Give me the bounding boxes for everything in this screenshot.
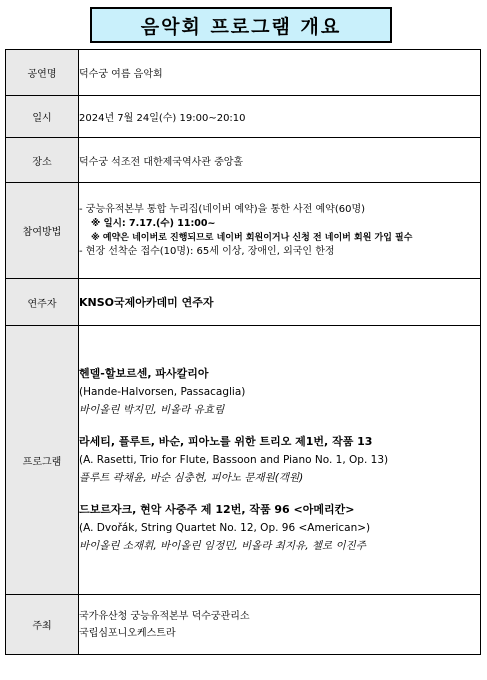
row-datetime (6, 96, 481, 138)
value-performance: 덕수궁 여름 음악회 (79, 50, 481, 96)
label-participation: 참여방법 (6, 183, 79, 279)
program-piece (79, 501, 480, 555)
row-host (6, 595, 481, 655)
piece-performers: 바이올린 박지민, 비올라 유효림 (79, 404, 225, 416)
label-performance: 공연명 (6, 50, 79, 96)
piece-performers: 플루트 곽채윤, 바순 심충현, 피아노 문재원(객원) (79, 472, 304, 484)
label-venue: 장소 (6, 138, 79, 183)
row-participation (6, 183, 481, 279)
value-performers: KNSO국제아카데미 연주자 (79, 279, 481, 326)
value-program (79, 326, 481, 595)
piece-title: 드보르자크, 현악 사중주 제 12번, 작품 96 <아메리칸> (79, 503, 355, 516)
piece-subtitle: (A. Dvořák, String Quartet No. 12, Op. 96 <American>) (79, 522, 371, 534)
host-line: 국립심포니오케스트라 (79, 627, 176, 639)
program-overview-table (5, 49, 481, 655)
row-performers (6, 279, 481, 326)
participation-note: ※ 일시: 7.17.(수) 11:00~ (91, 217, 216, 229)
page-title: 음악회 프로그램 개요 (90, 7, 392, 43)
participation-line: - 궁능유적본부 통합 누리집(네이버 예약)을 통한 사전 예약(60명) (79, 203, 366, 215)
piece-title: 라세티, 플루트, 바순, 피아노를 위한 트리오 제1번, 작품 13 (79, 435, 373, 448)
piece-performers: 바이올린 소재휘, 바이올린 임정민, 비올라 최지유, 첼로 이진주 (79, 540, 366, 552)
label-host: 주최 (6, 595, 79, 655)
program-piece (79, 433, 480, 487)
piece-subtitle: (Hande-Halvorsen, Passacaglia) (79, 386, 246, 398)
participation-line: - 현장 선착순 접수(10명): 65세 이상, 장애인, 외국인 한정 (79, 245, 335, 257)
piece-title: 헨델-할보르센, 파사칼리아 (79, 367, 209, 380)
program-piece (79, 365, 480, 419)
row-program (6, 326, 481, 595)
host-line: 국가유산청 궁능유적본부 덕수궁관리소 (79, 610, 250, 622)
label-performers: 연주자 (6, 279, 79, 326)
value-host (79, 595, 481, 655)
label-datetime: 일시 (6, 96, 79, 138)
value-datetime: 2024년 7월 24일(수) 19:00~20:10 (79, 96, 481, 138)
label-program: 프로그램 (6, 326, 79, 595)
value-participation (79, 183, 481, 279)
row-venue (6, 138, 481, 183)
participation-note: ※ 예약은 네이버로 진행되므로 네이버 회원이거나 신청 전 네이버 회원 가입 필수 (91, 232, 413, 243)
piece-subtitle: (A. Rasetti, Trio for Flute, Bassoon and Piano No. 1, Op. 13) (79, 454, 389, 466)
row-performance (6, 50, 481, 96)
value-venue: 덕수궁 석조전 대한제국역사관 중앙홀 (79, 138, 481, 183)
